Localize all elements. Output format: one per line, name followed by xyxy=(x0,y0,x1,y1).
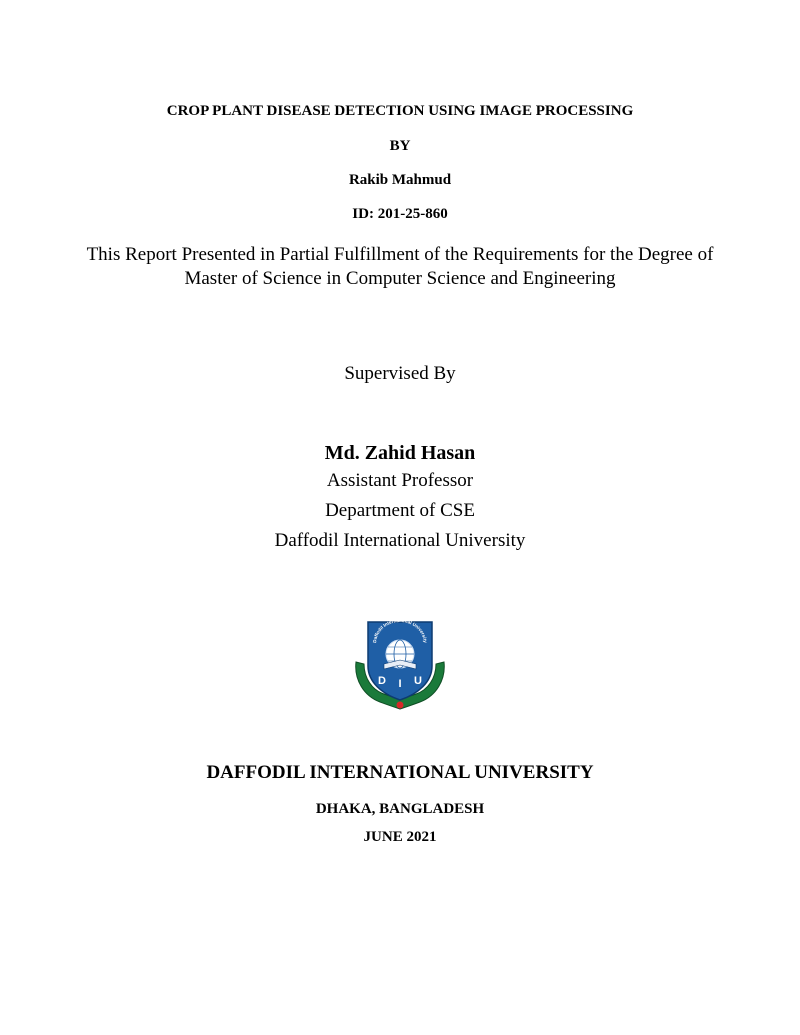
submission-date: JUNE 2021 xyxy=(363,829,437,845)
student-id: ID: 201-25-860 xyxy=(352,206,448,222)
fulfillment-line-2: Master of Science in Computer Science and Engineering xyxy=(184,268,616,289)
fulfillment-statement xyxy=(0,243,800,291)
supervised-by-label: Supervised By xyxy=(344,363,456,384)
logo-letter-i: I xyxy=(398,678,402,690)
logo-ring-text: Daffodil International University xyxy=(371,617,428,644)
supervisor-name: Md. Zahid Hasan xyxy=(324,442,476,464)
author-name: Rakib Mahmud xyxy=(348,172,452,188)
supervisor-department: Department of CSE xyxy=(325,500,475,521)
by-label: BY xyxy=(389,138,411,154)
university-logo xyxy=(352,614,448,712)
logo-letter-d: D xyxy=(378,675,386,687)
university-name: DAFFODIL INTERNATIONAL UNIVERSITY xyxy=(206,762,594,783)
supervisor-title: Assistant Professor xyxy=(326,470,474,491)
report-title: CROP PLANT DISEASE DETECTION USING IMAGE PROCESSING xyxy=(166,103,634,119)
logo-letter-u: U xyxy=(414,675,422,687)
location: DHAKA, BANGLADESH xyxy=(315,801,485,817)
logo-accent-dot xyxy=(397,702,404,709)
fulfillment-line-1: This Report Presented in Partial Fulfillment of the Requirements for the Degree of xyxy=(86,244,714,265)
supervisor-university: Daffodil International University xyxy=(274,530,526,551)
